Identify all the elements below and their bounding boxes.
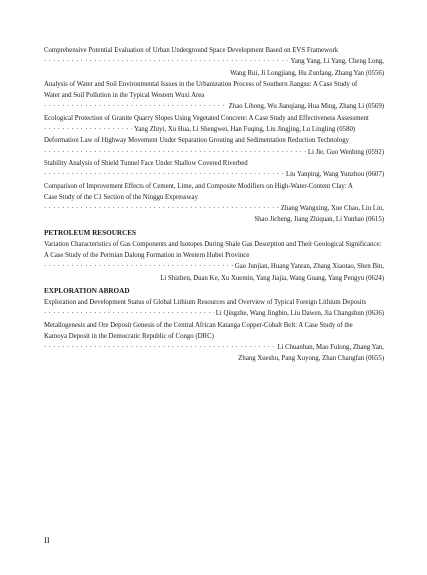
leader-dots <box>44 124 132 135</box>
author-line: · · · Gao Junjian, Huang Yanran, Zhang Xiaotao, Shen Bin, <box>44 261 384 272</box>
article-title-continued: Kamoya Deposit in the Democratic Republic of Congo (DRC) <box>44 332 214 340</box>
leader-dots <box>44 56 289 67</box>
article-title: Stability Analysis of Shield Tunnel Face Under Shallow Covered Riverbed <box>44 159 248 167</box>
section-heading-exploration: EXPLORATION ABROAD <box>44 286 130 295</box>
author-line: · · · Zhao Lihong, Wu Jianqiang, Hua Ming, Zhang Li (0569) <box>44 101 384 112</box>
leader-dots <box>44 147 306 158</box>
author-line: · · · Yang Yang, Li Yang, Cheng Long, <box>44 56 384 67</box>
article-title: Deformation Law of Highway Movement Under Separation Grouting and Sedimentation Reduction Technology <box>44 137 349 145</box>
author-line: · · · Li Jie, Guo Wenbing (0592) <box>44 147 384 158</box>
toc-entry <box>44 113 384 136</box>
article-title: Analysis of Water and Soil Environmental Issues in the Urbanization Process of Southern Jiangsu: A Case Study of <box>44 80 358 88</box>
article-title: Comparison of Improvement Effects of Cement, Lime, and Composite Modifiers on High-Water-Content Clay: A <box>44 182 353 190</box>
author-line: · · · Li Qingzhe, Wang Jingbin, Liu Dawen, Jia Changshun (0636) <box>44 308 384 319</box>
author-line-continued: Shao Jicheng, Jiang Zhiquan, Li Yunhao (0615) <box>254 216 384 224</box>
toc-entry <box>44 320 384 365</box>
section-heading-petroleum: PETROLEUM RESOURCES <box>44 228 137 237</box>
leader-dots <box>44 261 233 272</box>
toc-entry <box>44 158 384 181</box>
article-title: Variation Characteristics of Gas Components and Isotopes During Shale Gas Desorption and Their Geological Significance: <box>44 240 382 248</box>
article-title: Ecological Protection of Granite Quarry Slopes Using Vegetated Concrete: A Case Study and Effectiveness Assessment <box>44 114 369 122</box>
toc-entry <box>44 181 384 226</box>
toc-entry <box>44 239 384 284</box>
leader-dots <box>44 101 227 112</box>
article-title-continued: Case Study of the C1 Section of the Ninggu Expressway <box>44 193 198 201</box>
author-line: · · · Yang Zhiyi, Xu Hua, Li Shengwei, Han Fuqing, Liu Jingjing, Lu Lingling (0580) <box>44 124 384 135</box>
article-title-continued: Water and Soil Pollution in the Typical Western Wuxi Area <box>44 92 205 100</box>
article-title: Exploration and Development Status of Global Lithium Resources and Overview of Typical Foreign Lithium Deposits <box>44 298 367 306</box>
toc-entry <box>44 135 384 158</box>
toc-entry <box>44 297 384 320</box>
author-line: · · · Zhang Wangxing, Xue Chao, Liu Lin, <box>44 203 384 214</box>
article-title-continued: A Case Study of the Permian Dalong Formation in Western Hubei Province <box>44 252 250 260</box>
table-of-contents <box>44 45 384 365</box>
leader-dots <box>44 342 275 353</box>
author-line-continued: Li Shizhen, Duan Ke, Xu Xuemin, Yang Jiajia, Wang Guang, Yang Pengyu (0624) <box>160 274 384 282</box>
toc-entry <box>44 45 384 79</box>
author-line: · · · Liu Yanping, Wang Yunzhou (0607) <box>44 169 384 180</box>
toc-entry <box>44 79 384 113</box>
author-line: · · · Li Chuanban, Mao Fulong, Zhang Yan, <box>44 342 384 353</box>
page-number: II <box>44 535 50 545</box>
article-title: Comprehensive Potential Evaluation of Urban Underground Space Development Based on EVS Framework <box>44 47 339 54</box>
leader-dots <box>44 308 214 319</box>
author-line-continued: Wang Rui, Ji Longjiang, Hu Zunfang, Zhang Yan (0556) <box>230 69 384 77</box>
leader-dots <box>44 203 279 214</box>
leader-dots <box>44 169 284 180</box>
article-title: Metallogenesis and Ore Deposit Genesis of the Central African Katanga Copper-Cobalt Belt: A Case Study of the <box>44 321 353 329</box>
author-line-continued: Zhang Xueshu, Pang Xuyong, Zhan Changfan (0655) <box>238 355 384 363</box>
